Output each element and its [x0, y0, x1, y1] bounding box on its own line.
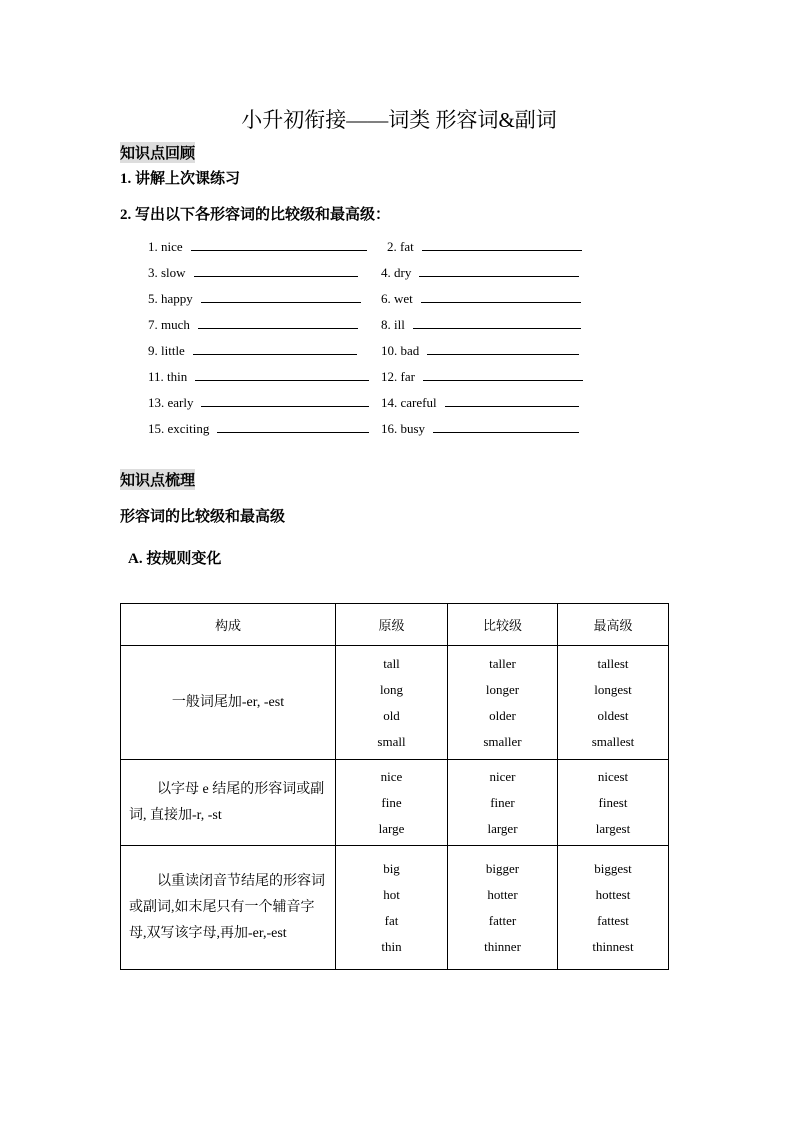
- table-row: [121, 760, 669, 846]
- word: old: [383, 707, 400, 723]
- exercise-item: [148, 263, 358, 281]
- sup-cell: [558, 760, 669, 846]
- answer-blank[interactable]: [201, 393, 369, 407]
- exercise-label: 7. much: [148, 317, 190, 332]
- answer-blank[interactable]: [421, 289, 581, 303]
- word: larger: [487, 820, 518, 836]
- word: large: [378, 820, 405, 836]
- exercise-label: 11. thin: [148, 369, 188, 384]
- answer-blank[interactable]: [413, 315, 581, 329]
- exercise-label: 16. busy: [381, 421, 426, 436]
- header-cell: 构成: [121, 604, 336, 646]
- word: oldest: [597, 707, 629, 723]
- word: nicer: [489, 768, 516, 784]
- word: thin: [381, 938, 402, 954]
- sub-heading-a: A. 按规则变化: [128, 551, 222, 567]
- answer-blank[interactable]: [433, 419, 579, 433]
- comparison-table: [120, 603, 669, 970]
- word: biggest: [594, 860, 632, 876]
- word: smallest: [591, 733, 635, 749]
- answer-blank[interactable]: [217, 419, 369, 433]
- exercise-label: 8. ill: [381, 317, 405, 332]
- header-cell: 原级: [336, 604, 448, 646]
- exercise-item: [381, 419, 579, 437]
- word: tall: [383, 655, 400, 671]
- exercise-item: [148, 367, 369, 385]
- exercise-item: [148, 419, 369, 437]
- exercise-label: 14. careful: [381, 395, 437, 410]
- word: longest: [594, 681, 632, 697]
- rule-cell: 以重读闭音节结尾的形容词或副词,如末尾只有一个辅音字母,双写该字母,再加-er,-est: [121, 846, 336, 970]
- word: nice: [380, 768, 403, 784]
- word: taller: [489, 655, 516, 671]
- word: small: [377, 733, 406, 749]
- answer-blank[interactable]: [198, 315, 358, 329]
- word: largest: [595, 820, 631, 836]
- answer-blank[interactable]: [423, 367, 583, 381]
- exercise-label: 15. exciting: [148, 421, 210, 436]
- exercise-label: 6. wet: [381, 291, 413, 306]
- exercise-label: 9. little: [148, 343, 185, 358]
- exercise-item: [148, 393, 369, 411]
- comp-cell: [448, 846, 558, 970]
- word: nicest: [597, 768, 629, 784]
- header-cell: 比较级: [448, 604, 558, 646]
- word: thinnest: [592, 938, 634, 954]
- word: hottest: [595, 886, 631, 902]
- exercise-item: [381, 393, 579, 411]
- exercise-label: 12. far: [381, 369, 415, 384]
- word: bigger: [485, 860, 520, 876]
- word: fine: [381, 794, 402, 810]
- word: hotter: [487, 886, 518, 902]
- item-1: 1. 讲解上次课练习: [120, 171, 241, 187]
- page-title: 小升初衔接——词类 形容词&副词: [241, 108, 557, 132]
- base-cell: [336, 646, 448, 760]
- exercise-item: [387, 237, 582, 255]
- section-heading-review: 知识点回顾: [120, 142, 195, 163]
- exercise-label: 5. happy: [148, 291, 193, 306]
- comp-cell: [448, 646, 558, 760]
- exercise-item: [148, 289, 361, 307]
- subtitle: 形容词的比较级和最高级: [120, 509, 286, 525]
- base-cell: [336, 760, 448, 846]
- table-row: [121, 646, 669, 760]
- exercise-label: 4. dry: [381, 265, 412, 280]
- exercise-item: [381, 341, 579, 359]
- rule-cell: 以字母 e 结尾的形容词或副词, 直接加-r, -st: [121, 760, 336, 846]
- rule-cell: 一般词尾加-er, -est: [121, 646, 336, 760]
- answer-blank[interactable]: [422, 237, 582, 251]
- section-heading-summary: 知识点梳理: [120, 469, 195, 490]
- word: finer: [490, 794, 515, 810]
- word: hot: [383, 886, 400, 902]
- answer-blank[interactable]: [195, 367, 369, 381]
- sup-cell: [558, 846, 669, 970]
- exercise-item: [148, 341, 357, 359]
- exercise-item: [381, 263, 579, 281]
- word: fat: [384, 912, 399, 928]
- base-cell: [336, 846, 448, 970]
- answer-blank[interactable]: [201, 289, 361, 303]
- word: thinner: [484, 938, 521, 954]
- exercise-label: 13. early: [148, 395, 194, 410]
- table-header-row: [121, 604, 669, 646]
- exercise-label: 3. slow: [148, 265, 186, 280]
- table-row: [121, 846, 669, 970]
- word: long: [379, 681, 404, 697]
- answer-blank[interactable]: [193, 341, 357, 355]
- exercise-item: [381, 367, 583, 385]
- word: finest: [598, 794, 628, 810]
- word: tallest: [597, 655, 629, 671]
- word: fattest: [597, 912, 629, 928]
- item-2: 2. 写出以下各形容词的比较级和最高级：: [120, 207, 391, 223]
- exercise-label: 2. fat: [387, 239, 414, 254]
- word: fatter: [488, 912, 517, 928]
- exercise-item: [381, 315, 581, 333]
- header-cell: 最高级: [558, 604, 669, 646]
- comp-cell: [448, 760, 558, 846]
- sup-cell: [558, 646, 669, 760]
- exercise-item: [148, 315, 358, 333]
- answer-blank[interactable]: [191, 237, 367, 251]
- word: longer: [485, 681, 520, 697]
- exercise-label: 10. bad: [381, 343, 420, 358]
- answer-blank[interactable]: [419, 263, 579, 277]
- word: older: [489, 707, 516, 723]
- exercise-label: 1. nice: [148, 239, 183, 254]
- answer-blank[interactable]: [445, 393, 579, 407]
- word: big: [383, 860, 400, 876]
- word: smaller: [483, 733, 522, 749]
- answer-blank[interactable]: [427, 341, 579, 355]
- exercise-item: [148, 237, 367, 255]
- answer-blank[interactable]: [194, 263, 358, 277]
- exercise-item: [381, 289, 581, 307]
